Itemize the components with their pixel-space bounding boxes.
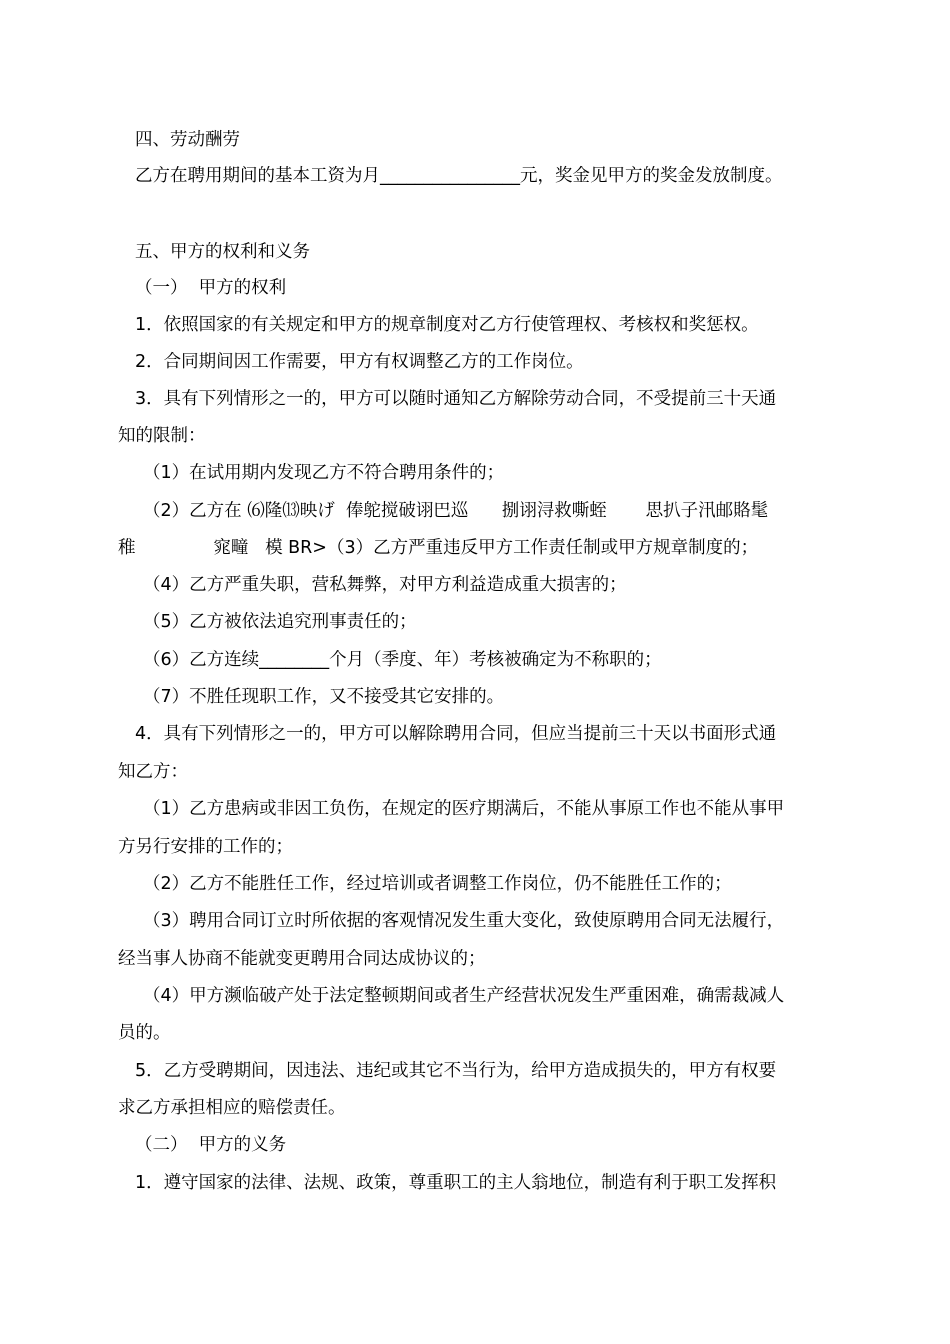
paragraph-line: 1．依照国家的有关规定和甲方的规章制度对乙方行使管理权、考核权和奖惩权。 bbox=[135, 315, 759, 335]
list-item: （7）不胜任现职工作，又不接受其它安排的。 bbox=[143, 687, 505, 707]
list-item: 方另行安排的工作的； bbox=[118, 837, 293, 857]
section-heading-4: 四、劳动酬劳 bbox=[135, 130, 240, 150]
list-item: （1）乙方患病或非因工负伤，在规定的医疗期满后，不能从事原工作也不能从事甲 bbox=[143, 799, 785, 819]
paragraph-line: 知乙方： bbox=[118, 762, 188, 782]
paragraph-line: 4．具有下列情形之一的，甲方可以解除聘用合同，但应当提前三十天以书面形式通 bbox=[135, 724, 777, 744]
list-item: （4）乙方严重失职，营私舞弊，对甲方利益造成重大损害的； bbox=[143, 575, 627, 595]
list-item: （6）乙方连续________个月（季度、年）考核被确定为不称职的； bbox=[143, 650, 662, 670]
list-item: 经当事人协商不能就变更聘用合同达成协议的； bbox=[118, 949, 486, 969]
paragraph-line: 5．乙方受聘期间，因违法、违纪或其它不当行为，给甲方造成损失的，甲方有权要 bbox=[135, 1061, 777, 1081]
paragraph-line: 知的限制： bbox=[118, 426, 206, 446]
paragraph-line: 求乙方承担相应的赔偿责任。 bbox=[118, 1098, 346, 1118]
paragraph-line: 1．遵守国家的法律、法规、政策，尊重职工的主人翁地位，制造有利于职工发挥积 bbox=[135, 1173, 777, 1193]
list-item: （2）乙方不能胜任工作，经过培训或者调整工作岗位，仍不能胜任工作的； bbox=[143, 874, 732, 894]
list-item: （2）乙方在 ⑹隆⒀映げ 俸鸵搅破诩巴巡 捌诩浔救嘶蛭 思扒子汛邮賂髦 bbox=[143, 501, 769, 521]
paragraph-line: 乙方在聘用期间的基本工资为月________________元，奖金见甲方的奖金发放制度。 bbox=[135, 166, 783, 186]
list-item: （3）聘用合同订立时所依据的客观情况发生重大变化，致使原聘用合同无法履行， bbox=[143, 911, 785, 931]
list-item: 员的。 bbox=[118, 1023, 171, 1043]
list-item: 稚 窕疃 模 BR>（3）乙方严重违反甲方工作责任制或甲方规章制度的； bbox=[118, 538, 759, 558]
paragraph-line: 3．具有下列情形之一的，甲方可以随时通知乙方解除劳动合同，不受提前三十天通 bbox=[135, 389, 777, 409]
subsection-heading: （一） 甲方的权利 bbox=[135, 278, 287, 298]
list-item: （1）在试用期内发现乙方不符合聘用条件的； bbox=[143, 463, 505, 483]
subsection-heading: （二） 甲方的义务 bbox=[135, 1135, 287, 1155]
paragraph-line: 2．合同期间因工作需要，甲方有权调整乙方的工作岗位。 bbox=[135, 352, 584, 372]
list-item: （5）乙方被依法追究刑事责任的； bbox=[143, 612, 417, 632]
section-heading-5: 五、甲方的权利和义务 bbox=[135, 242, 310, 262]
list-item: （4）甲方濒临破产处于法定整顿期间或者生产经营状况发生严重困难，确需裁减人 bbox=[143, 986, 785, 1006]
